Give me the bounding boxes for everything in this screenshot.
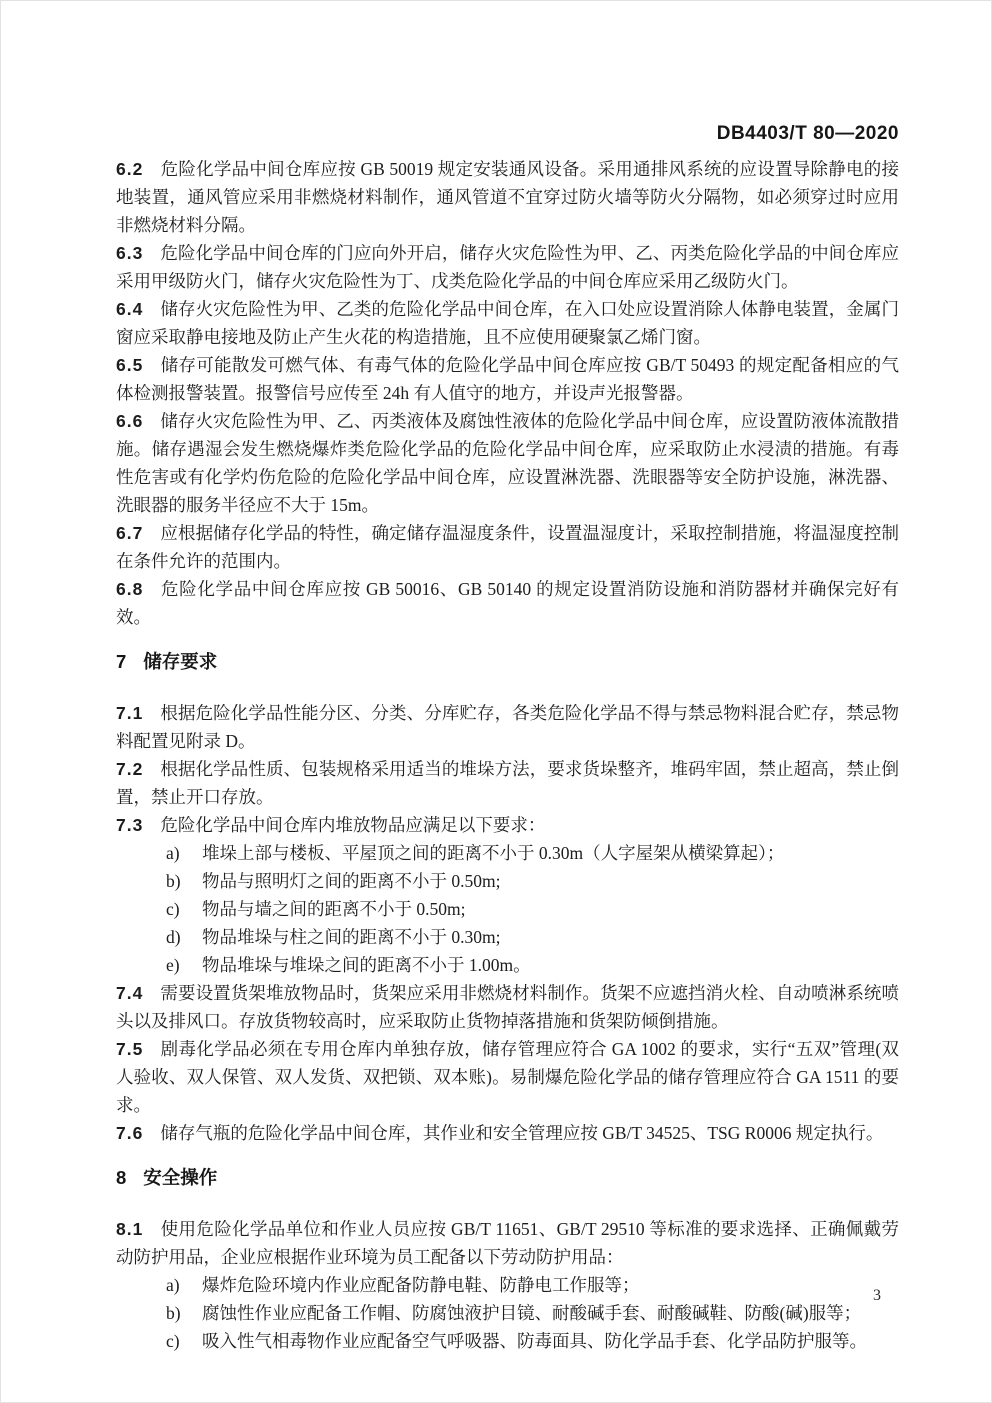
clause-text: 根据化学品性质、包装规格采用适当的堆垛方法，要求货垛整齐，堆码牢固，禁止超高，禁止倒置，禁止开口存放。 xyxy=(116,759,899,807)
section-heading-7 xyxy=(116,648,899,676)
list-item-7-3-d xyxy=(116,923,899,951)
list-item-text: 爆炸危险环境内作业应配备防静电鞋、防静电工作服等； xyxy=(202,1275,640,1295)
list-item-text: 物品堆垛与柱之间的距离不小于 0.30m; xyxy=(202,927,501,947)
list-marker: d) xyxy=(166,927,181,947)
document-number-header: DB4403/T 80—2020 xyxy=(716,123,899,144)
clause-number: 7.6 xyxy=(116,1123,144,1143)
list-marker: a) xyxy=(166,1275,180,1295)
page-number: 3 xyxy=(873,1287,881,1304)
list-item-text: 物品与照明灯之间的距离不小于 0.50m; xyxy=(202,871,501,891)
clause-7-4 xyxy=(116,979,899,1035)
list-item-7-3-b xyxy=(116,867,899,895)
list-item-text: 物品堆垛与堆垛之间的距离不小于 1.00m。 xyxy=(202,955,531,975)
clause-6-2 xyxy=(116,155,899,239)
list-item-8-1-a xyxy=(116,1271,899,1299)
list-item-text: 物品与墙之间的距离不小于 0.50m; xyxy=(202,899,466,919)
list-item-7-3-c xyxy=(116,895,899,923)
list-item-8-1-b xyxy=(116,1299,899,1327)
list-item-8-1-c xyxy=(116,1327,899,1355)
list-marker: c) xyxy=(166,1331,180,1351)
list-item-text: 吸入性气相毒物作业应配备空气呼吸器、防毒面具、防化学品手套、化学品防护服等。 xyxy=(202,1331,867,1351)
clause-6-4 xyxy=(116,295,899,351)
clause-number: 7.3 xyxy=(116,815,144,835)
section-number: 7 xyxy=(116,651,128,672)
clause-number: 7.4 xyxy=(116,983,144,1003)
list-marker: e) xyxy=(166,955,180,975)
clause-number: 7.5 xyxy=(116,1039,144,1059)
clause-number: 6.7 xyxy=(116,523,144,543)
clause-number: 7.1 xyxy=(116,703,144,723)
clause-6-3 xyxy=(116,239,899,295)
clause-text: 应根据储存化学品的特性，确定储存温湿度条件，设置温湿度计，采取控制措施，将温湿度控制在条件允许的范围内。 xyxy=(116,523,899,571)
clause-number: 6.2 xyxy=(116,159,144,179)
clause-7-1 xyxy=(116,699,899,755)
clause-7-5 xyxy=(116,1035,899,1119)
list-item-7-3-a xyxy=(116,839,899,867)
clause-6-8 xyxy=(116,575,899,631)
list-item-text: 腐蚀性作业应配备工作帽、防腐蚀液护目镜、耐酸碱手套、耐酸碱鞋、防酸(碱)服等； xyxy=(202,1303,862,1323)
list-item-text: 堆垛上部与楼板、平屋顶之间的距离不小于 0.30m（人字屋架从横梁算起）； xyxy=(202,843,785,863)
clause-7-2 xyxy=(116,755,899,811)
clause-text: 危险化学品中间仓库应按 GB 50019 规定安装通风设备。采用通排风系统的应设置导除静电的接地装置，通风管应采用非燃烧材料制作，通风管道不宜穿过防火墙等防火分隔物，如必须穿过时应用非燃烧材料分隔。 xyxy=(116,159,899,235)
clause-text: 危险化学品中间仓库内堆放物品应满足以下要求： xyxy=(160,815,546,835)
clause-text: 危险化学品中间仓库应按 GB 50016、GB 50140 的规定设置消防设施和消防器材并确保完好有效。 xyxy=(116,579,899,627)
clause-7-3 xyxy=(116,811,899,839)
clause-text: 使用危险化学品单位和作业人员应按 GB/T 11651、GB/T 29510 等标准的要求选择、正确佩戴劳动防护用品，企业应根据作业环境为员工配备以下劳动防护用品： xyxy=(116,1219,899,1267)
clause-text: 需要设置货架堆放物品时，货架应采用非燃烧材料制作。货架不应遮挡消火栓、自动喷淋系统喷头以及排风口。存放货物较高时，应采取防止货物掉落措施和货架防倾倒措施。 xyxy=(116,983,899,1031)
clause-text: 储存火灾危险性为甲、乙、丙类液体及腐蚀性液体的危险化学品中间仓库，应设置防液体流散措施。储存遇湿会发生燃烧爆炸类危险化学品的危险化学品中间仓库，应采取防止水浸渍的措施。有毒性危害或有化学灼伤危险的危险化学品中间仓库，应设置淋洗器、洗眼器等安全防护设施，淋洗器、洗眼器的服务半径应不大于 15m。 xyxy=(116,411,899,515)
section-number: 8 xyxy=(116,1167,128,1188)
clause-text: 储存气瓶的危险化学品中间仓库，其作业和安全管理应按 GB/T 34525、TSG R0006 规定执行。 xyxy=(160,1123,884,1143)
section-title: 储存要求 xyxy=(143,651,218,672)
section-title: 安全操作 xyxy=(143,1167,218,1188)
clause-6-6 xyxy=(116,407,899,519)
clause-7-6 xyxy=(116,1119,899,1147)
clause-text: 储存可能散发可燃气体、有毒气体的危险化学品中间仓库应按 GB/T 50493 的规定配备相应的气体检测报警装置。报警信号应传至 24h 有人值守的地方，并设声光报警器。 xyxy=(116,355,899,403)
clause-number: 6.4 xyxy=(116,299,144,319)
clause-number: 7.2 xyxy=(116,759,144,779)
clause-number: 6.8 xyxy=(116,579,144,599)
clause-number: 6.6 xyxy=(116,411,144,431)
section-heading-8 xyxy=(116,1164,899,1192)
clause-text: 储存火灾危险性为甲、乙类的危险化学品中间仓库，在入口处应设置消除人体静电装置，金属门窗应采取静电接地及防止产生火花的构造措施，且不应使用硬聚氯乙烯门窗。 xyxy=(116,299,899,347)
clause-text: 剧毒化学品必须在专用仓库内单独存放，储存管理应符合 GA 1002 的要求，实行“五双”管理(双人验收、双人保管、双人发货、双把锁、双本账)。易制爆危险化学品的储存管理应符合 GA 1511 的要求。 xyxy=(116,1039,899,1115)
list-marker: b) xyxy=(166,871,181,891)
clause-number: 6.5 xyxy=(116,355,144,375)
document-body xyxy=(116,155,899,1355)
clause-text: 根据危险化学品性能分区、分类、分库贮存，各类危险化学品不得与禁忌物料混合贮存，禁忌物料配置见附录 D。 xyxy=(116,703,899,751)
clause-number: 6.3 xyxy=(116,243,144,263)
list-marker: b) xyxy=(166,1303,181,1323)
clause-8-1 xyxy=(116,1215,899,1271)
list-marker: a) xyxy=(166,843,180,863)
clause-text: 危险化学品中间仓库的门应向外开启，储存火灾危险性为甲、乙、丙类危险化学品的中间仓库应采用甲级防火门，储存火灾危险性为丁、戊类危险化学品的中间仓库应采用乙级防火门。 xyxy=(116,243,899,291)
clause-number: 8.1 xyxy=(116,1219,144,1239)
clause-6-5 xyxy=(116,351,899,407)
list-marker: c) xyxy=(166,899,180,919)
clause-6-7 xyxy=(116,519,899,575)
list-item-7-3-e xyxy=(116,951,899,979)
